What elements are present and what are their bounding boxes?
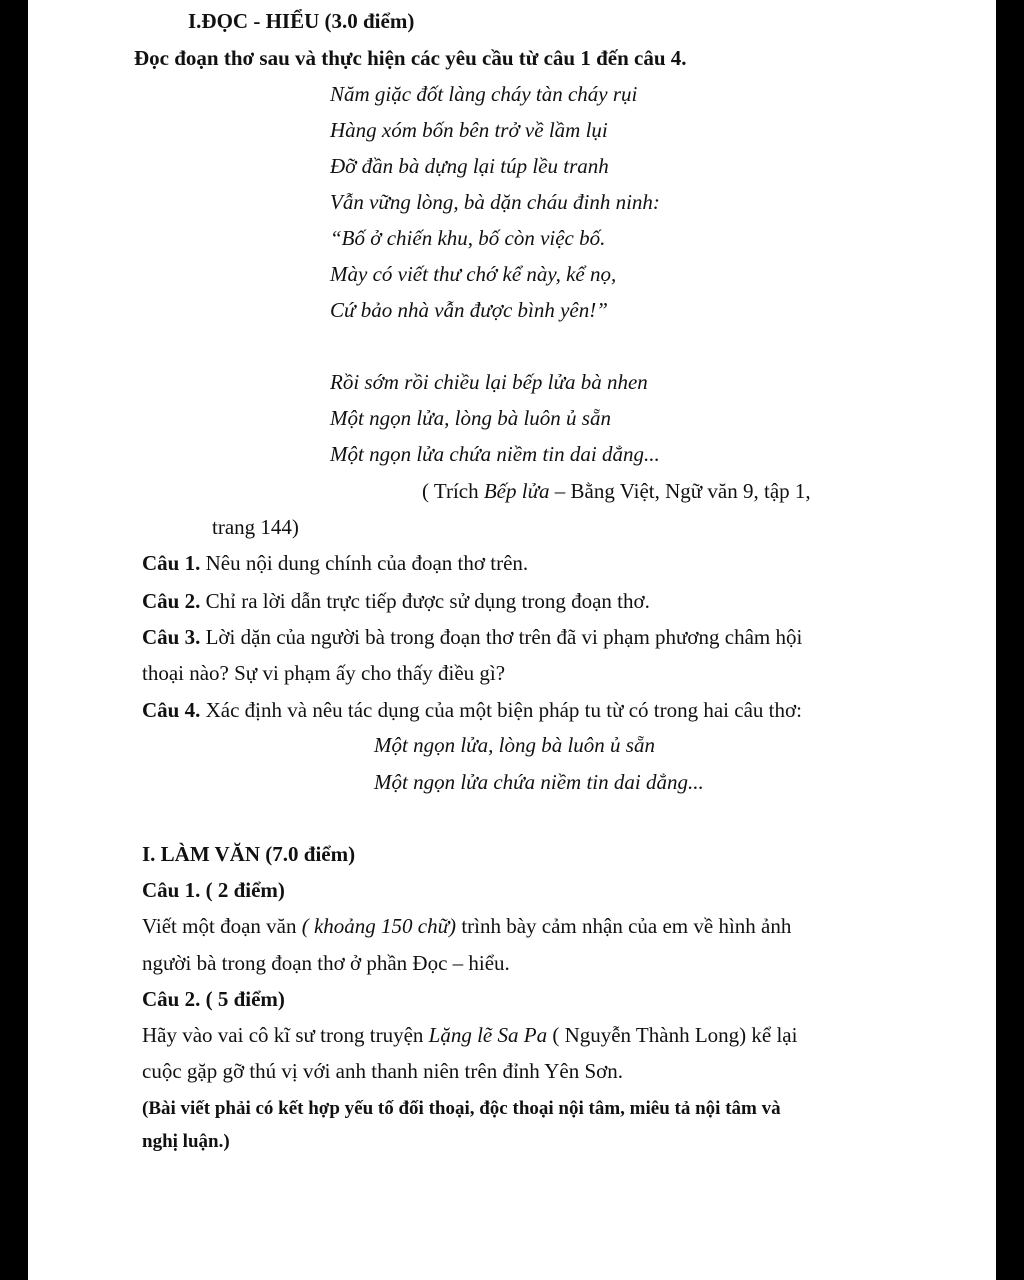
poem-line: Một ngọn lửa, lòng bà luôn ủ sẵn <box>330 406 611 430</box>
poem-line: Vẫn vững lòng, bà dặn cháu đinh ninh: <box>330 190 660 214</box>
q2-text-a: Hãy vào vai cô kĩ sư trong truyện <box>142 1023 429 1047</box>
question-text: Chỉ ra lời dẫn trực tiếp được sử dụng trong đoạn thơ. <box>200 589 650 613</box>
question-text: Nêu nội dung chính của đoạn thơ trên. <box>200 551 529 575</box>
source-suffix: – Bằng Việt, Ngữ văn 9, tập 1, <box>549 479 811 503</box>
question-3 <box>142 624 802 650</box>
section2-q1-line2: người bà trong đoạn thơ ở phần Đọc – hiểu. <box>142 951 510 975</box>
q1-text-b: trình bày cảm nhận của em về hình ảnh <box>456 914 792 938</box>
question-text: Xác định và nêu tác dụng của một biện pháp tu từ có trong hai câu thơ: <box>200 698 802 722</box>
section1-title: I.ĐỌC - HIỂU (3.0 điểm) <box>188 9 415 33</box>
quote-line: Một ngọn lửa chứa niềm tin dai dẳng... <box>374 770 704 794</box>
poem-line: Rồi sớm rồi chiều lại bếp lửa bà nhen <box>330 370 648 394</box>
question-4 <box>142 697 802 723</box>
question-label: Câu 2. <box>142 589 201 613</box>
q2-text-b: ( Nguyễn Thành Long) kể lại <box>547 1023 798 1047</box>
question-2 <box>142 588 650 614</box>
source-work: Bếp lửa <box>483 479 550 503</box>
question-3-cont: thoại nào? Sự vi phạm ấy cho thấy điều gì? <box>142 661 506 685</box>
document-page <box>28 0 996 1280</box>
question-label: Câu 3. <box>142 625 201 649</box>
note-line-1: (Bài viết phải có kết hợp yếu tố đối thoại, độc thoại nội tâm, miêu tả nội tâm và <box>142 1098 781 1119</box>
poem-line: “Bố ở chiến khu, bố còn việc bố. <box>330 226 606 250</box>
note-line-2: nghị luận.) <box>142 1131 230 1152</box>
section2-q2-title: Câu 2. ( 5 điểm) <box>142 987 285 1011</box>
poem-line: Đỡ đần bà dựng lại túp lều tranh <box>330 154 609 178</box>
q1-text-italic: ( khoảng 150 chữ) <box>301 914 457 938</box>
section2-q2-line1 <box>142 1022 797 1048</box>
poem-line: Mày có viết thư chớ kể này, kể nọ, <box>330 262 617 286</box>
poem-line: Hàng xóm bốn bên trở về lầm lụi <box>330 118 608 142</box>
section2-q2-line2: cuộc gặp gỡ thú vị với anh thanh niên trên đỉnh Yên Sơn. <box>142 1059 624 1083</box>
section2-q1-line1 <box>142 913 791 939</box>
question-1 <box>142 550 528 576</box>
q2-text-italic: Lặng lẽ Sa Pa <box>428 1023 548 1047</box>
section2-title: I. LÀM VĂN (7.0 điểm) <box>142 842 356 866</box>
question-label: Câu 4. <box>142 698 201 722</box>
poem-source <box>422 478 811 504</box>
question-label: Câu 1. <box>142 551 201 575</box>
section2-q1-title: Câu 1. ( 2 điểm) <box>142 878 285 902</box>
question-text: Lời dặn của người bà trong đoạn thơ trên đã vi phạm phương châm hội <box>200 625 803 649</box>
poem-line: Một ngọn lửa chứa niềm tin dai dẳng... <box>330 442 660 466</box>
q1-text-a: Viết một đoạn văn <box>142 914 302 938</box>
source-prefix: ( Trích <box>422 479 484 503</box>
poem-line: Cứ bảo nhà vẫn được bình yên!” <box>330 298 608 322</box>
section1-instruction: Đọc đoạn thơ sau và thực hiện các yêu cầu từ câu 1 đến câu 4. <box>134 46 687 70</box>
source-page: trang 144) <box>212 515 299 539</box>
poem-line: Năm giặc đốt làng cháy tàn cháy rụi <box>330 82 638 106</box>
quote-line: Một ngọn lửa, lòng bà luôn ủ sẵn <box>374 733 655 757</box>
